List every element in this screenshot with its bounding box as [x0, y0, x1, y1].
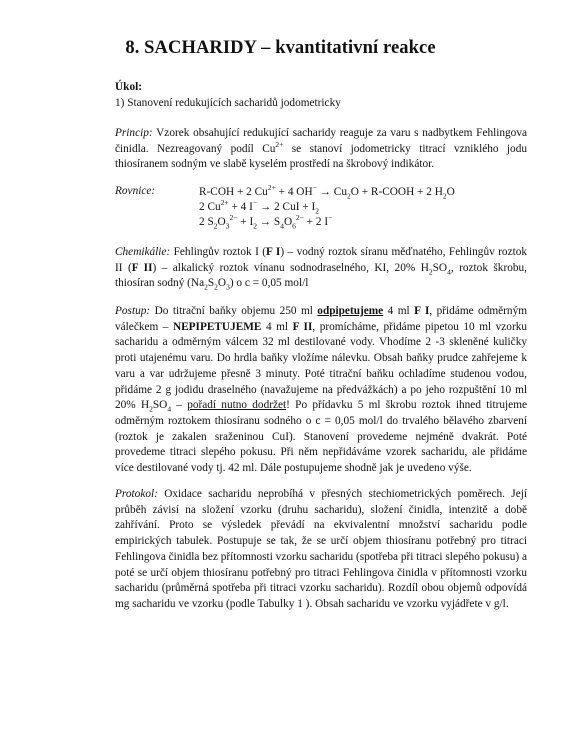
chemicals-paragraph: Chemikálie: Fehlingův roztok I (F I) – vodný roztok síranu měďnatého, Fehlingův roztok II (F II) – alkalický roztok vínanu sodnodraselného, KI, 20% $H_2SO_4$, roztok škrobu, thiosíran sodný $(Na_2S_2O_3)$ o c = 0,05 mol/l	[115, 246, 528, 292]
procedure-paragraph: Postup: Do titrační baňky objemu 250 ml odpipetujeme 4 ml F I, přidáme odměrným válečkem – NEPIPETUJEME 4 ml F II, promícháme, přidáme pipetou 10 ml vzorku sacharidu a odměrným válcem 32 ml destilované vody. Vhodíme 2 -3 skleněné kuličky proti utajenému varu. Do hrdla baňky vložíme nálevku. Obsah baňky prudce zahřejeme k varu a var udržujeme přesně 3 minuty. Poté titrační baňku ochladíme studenou vodou, přidáme 2 g jodidu draselného (navažujeme na předvážkách) a po jeho rozpuštění 10 ml 20% $H_2SO_4$ – pořadí nutno dodržet! Po přídavku 5 ml škrobu roztok ihned titrujeme odměrným roztokem thiosíranu sodného o c = 0,05 mol/l do trvalého bělavého zbarvení (roztok je zakalen sraženinou CuI). Stanovení provedeme nejméně dvakrát. Poté provedeme titraci slepého pokusu. Při něm nepřidáváme vzorek sacharidu, ale přidáme více destilované vody tj. 42 ml. Dále postupujeme shodně jak je uvedeno výše.	[115, 305, 528, 475]
protocol-paragraph	[115, 487, 527, 613]
principle-sup: 2+	[275, 139, 284, 149]
equations-label: Rovnice:	[115, 185, 156, 197]
equation-1: R-COH + 2 $Cu^{2+} + 4$ $OH^- \to Cu_2O$ + R-COOH + 2 $H_2O$	[199, 183, 455, 201]
task-section	[115, 80, 527, 111]
principle-label: Princip:	[115, 127, 153, 139]
chemicals-label: Chemikálie:	[115, 246, 171, 258]
principle-text-2: se stanoví jodometricky titrací vzniklého jodu thiosíranem sodným ve slabě kyselém prostředí na škrobový indikátor.	[115, 142, 527, 171]
task-label: Úkol:	[115, 81, 142, 93]
task-text: 1) Stanovení redukujících sacharidů jodometricky	[115, 96, 341, 109]
equation-2: 2 $Cu^{2+} + 4$ I− → 2 CuI + $I_2$	[199, 198, 320, 216]
equation-3: 2 $S_2O_3^{2-} + I_2 \to S_4O_6^{2-} + 2$ I−	[199, 213, 333, 231]
principle-text-1: Vzorek obsahující redukující sacharidy reaguje za varu s nadbytkem Fehlingova činidla. Nezreagovaný podíl Cu	[115, 127, 527, 155]
principle-paragraph	[115, 126, 527, 173]
page-title: 8. SACHARIDY – kvantitativní reakce	[125, 38, 436, 58]
protocol-text: Oxidace sacharidu neprobíhá v přesných stechiometrických poměrech. Její průběh závisí na složení vzorku (druhu sacharidu), složení činidla, intenzitě a době zahřívání. Proto se výsledek převádí na ekvivalentní množství sacharidu podle empirických tabulek. Postupuje se tak, že se určí objem thiosíranu potřebný pro titraci Fehlingova činidla bez přítomnosti vzorku sacharidu (spotřeba při titraci slepého pokusu) a poté se určí objem thiosíranu potřebný pro titraci Fehlingova činidla v přítomnosti vzorku sacharidu (průměrná spotřeba při titraci vzorku sacharidu). Rozdíl obou objemů odpovídá mg sacharidu ve vzorku (podle Tabulky 1 ). Obsah sacharidu ve vzorku vyjádřete v g/l.	[115, 488, 527, 610]
protocol-label: Protokol:	[115, 488, 158, 500]
procedure-label: Postup:	[115, 305, 151, 317]
